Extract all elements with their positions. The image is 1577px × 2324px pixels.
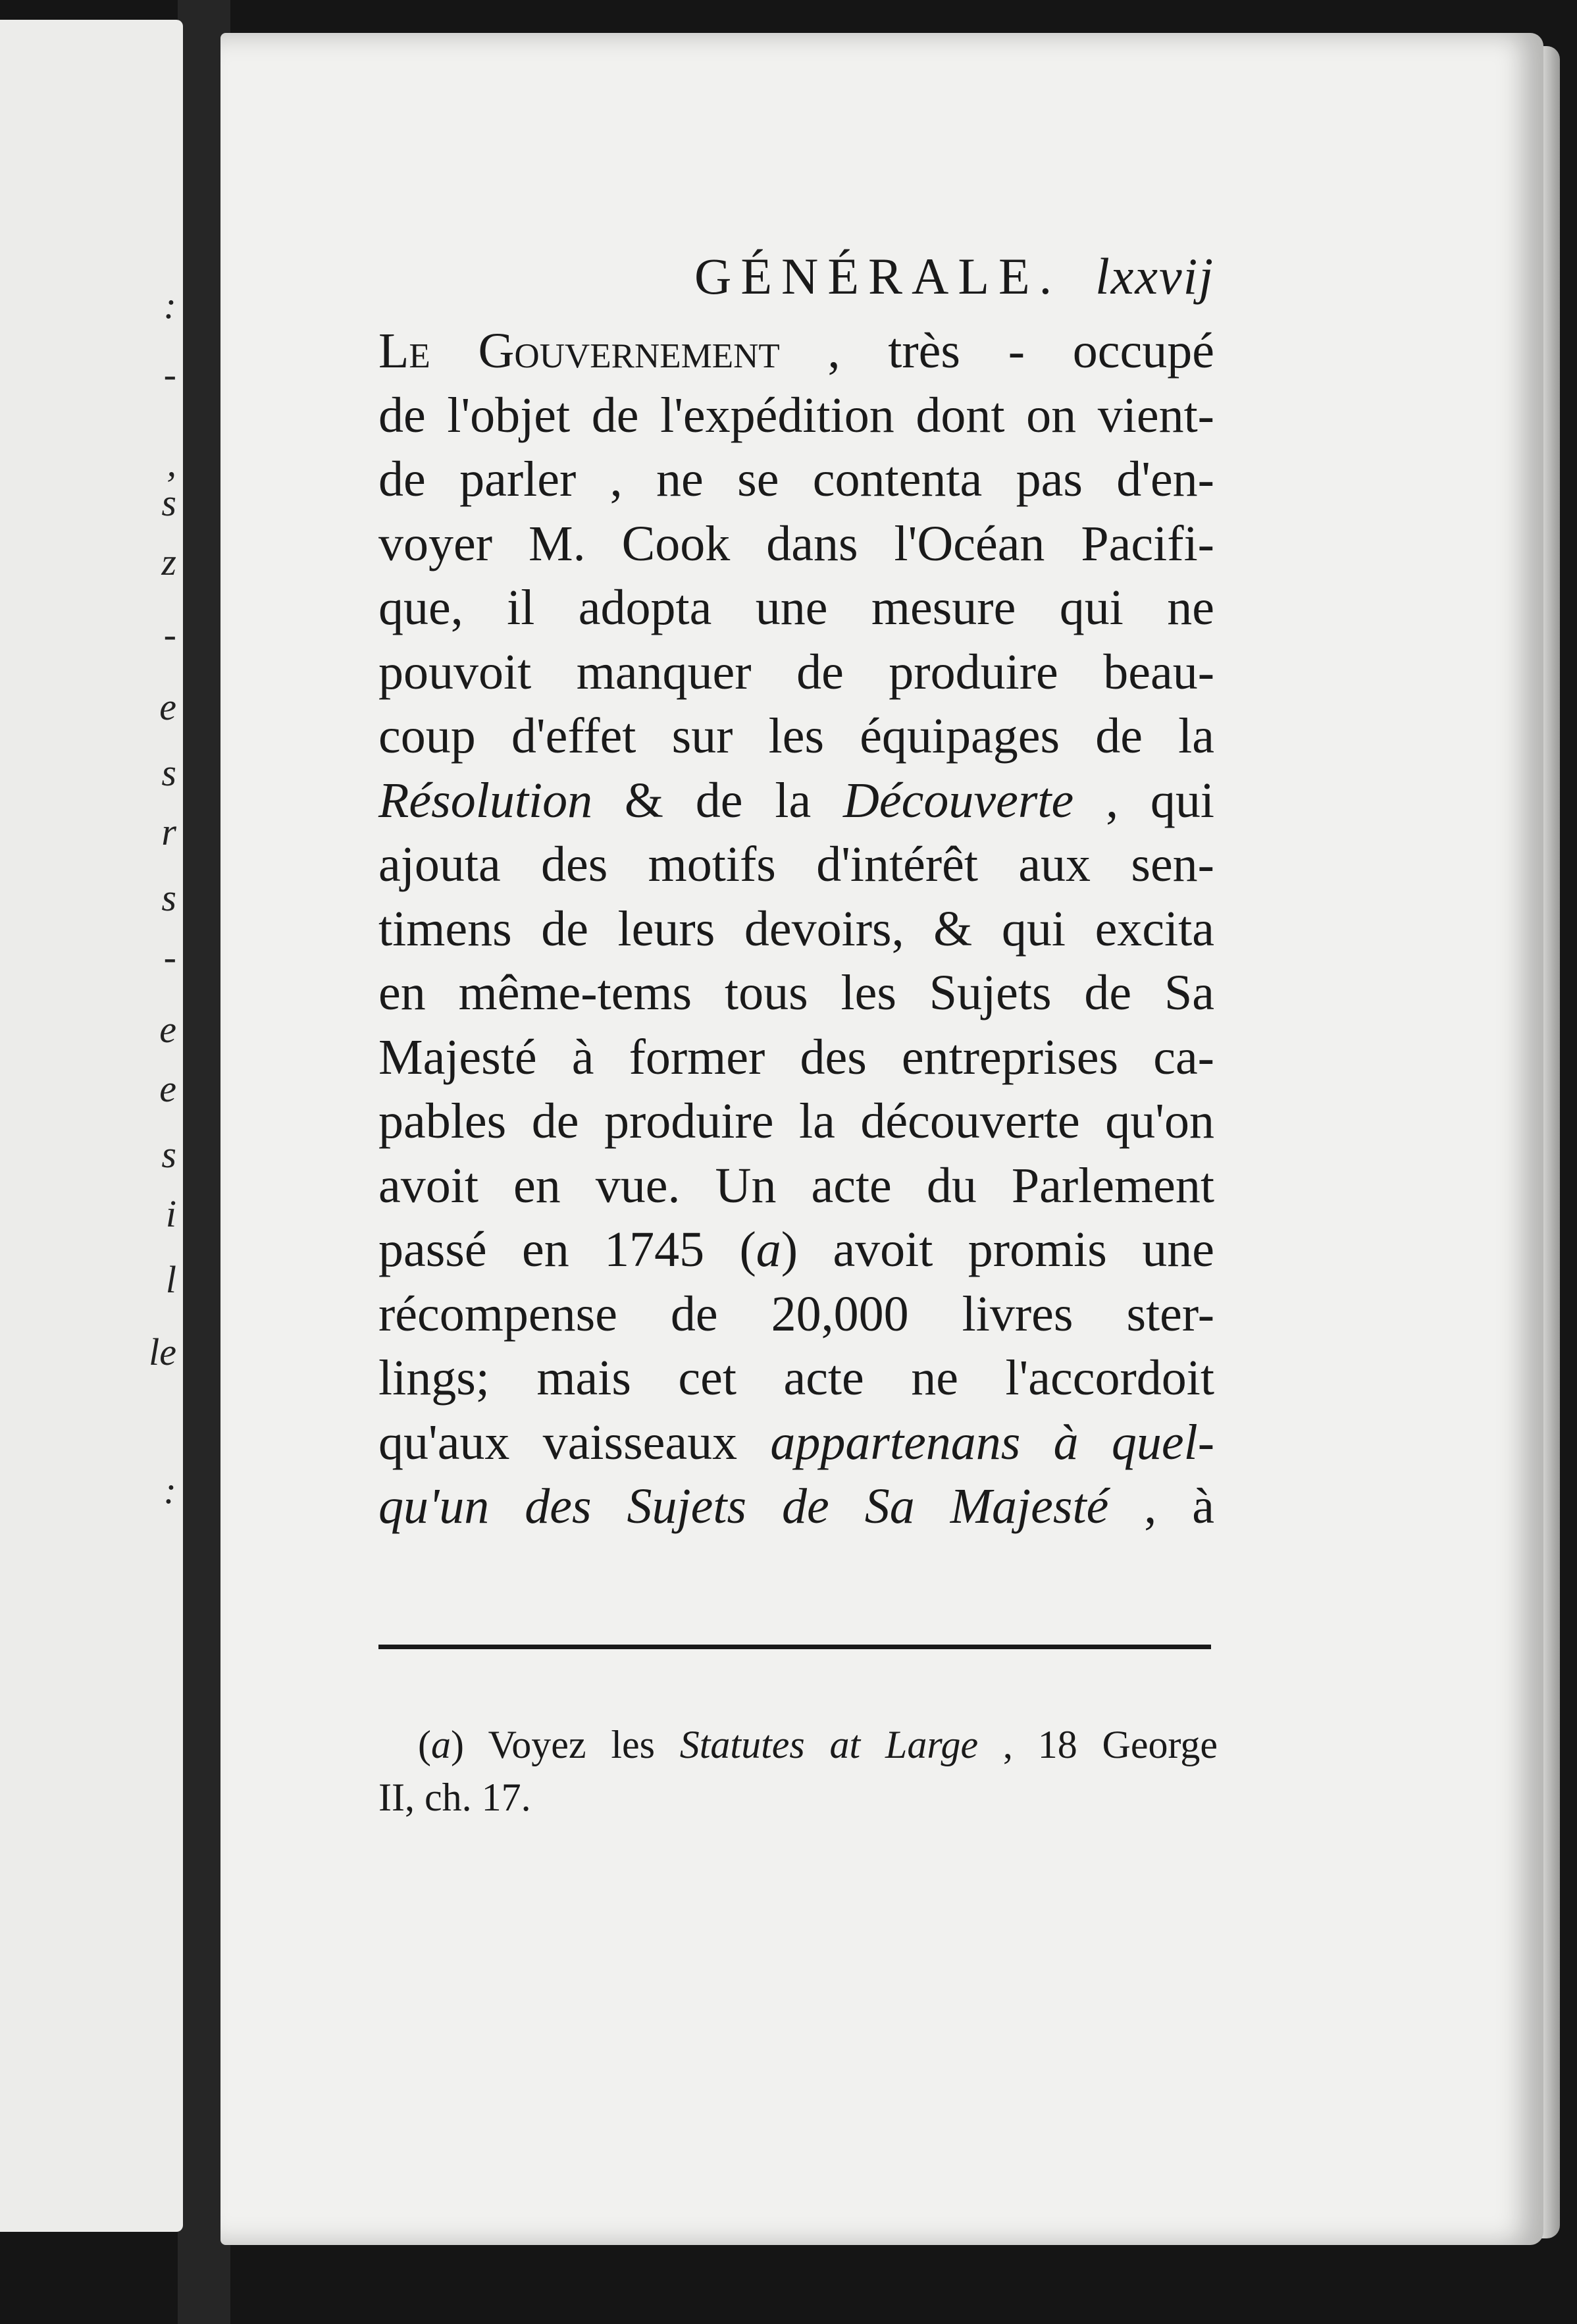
body-paragraph <box>378 319 1214 1539</box>
text-line <box>378 897 1214 962</box>
text-run: récompense de 20,000 livres ster- <box>378 1286 1214 1342</box>
footnote-rule <box>378 1645 1211 1649</box>
text-run: , à <box>1108 1479 1215 1534</box>
page-text-block <box>378 247 1214 1539</box>
text-run: lings; mais cet acte ne l'accordoit <box>378 1350 1214 1406</box>
left-page-fragment: s <box>161 876 176 919</box>
text-line <box>378 641 1214 705</box>
left-page-fragment: - <box>163 613 176 656</box>
text-line <box>378 1090 1214 1154</box>
footnote-run: Statutes at Large <box>679 1723 979 1766</box>
left-page-fragment: s <box>161 1133 176 1176</box>
left-page-fragment: le <box>149 1331 176 1373</box>
page-header <box>378 247 1214 319</box>
left-page-fragment: l <box>165 1258 176 1301</box>
left-page-fragment: , <box>167 442 176 485</box>
text-run: , qui <box>1073 772 1214 828</box>
text-run: Majesté à former des entreprises ca- <box>378 1029 1214 1085</box>
text-run: appartenans à quel- <box>770 1414 1215 1470</box>
text-line <box>378 1154 1214 1219</box>
text-run: pouvoit manquer de produire beau- <box>378 644 1214 700</box>
text-line <box>378 576 1214 641</box>
text-line <box>378 1475 1214 1539</box>
left-page-fragment: - <box>163 936 176 978</box>
text-run: Découverte <box>843 772 1074 828</box>
text-run: timens de leurs devoirs, & qui excita <box>378 901 1214 957</box>
text-run: qu'aux vaisseaux <box>378 1414 771 1470</box>
text-line <box>378 448 1214 512</box>
left-page-fragment: z <box>161 541 176 583</box>
text-run: de parler , ne se contenta pas d'en- <box>378 452 1214 507</box>
text-line <box>378 704 1214 769</box>
text-run: a <box>756 1222 781 1277</box>
text-line <box>378 769 1214 833</box>
text-run: voyer M. Cook dans l'Océan Pacifi- <box>378 515 1214 571</box>
text-run: pables de produire la découverte qu'on <box>378 1094 1214 1149</box>
footnote-run: a <box>430 1723 451 1766</box>
left-page-fragment: r <box>161 810 176 853</box>
text-run: & de la <box>592 772 844 828</box>
text-run: ) avoit promis une <box>781 1222 1214 1277</box>
folio-number: lxxvij <box>1095 248 1214 305</box>
left-page-fragment: e <box>159 685 176 728</box>
text-run: passé en 1745 ( <box>378 1222 756 1277</box>
text-line <box>378 319 1214 384</box>
footnote-line-2: II, ch. 17. <box>378 1776 531 1819</box>
left-page-fragment: s <box>161 751 176 794</box>
footnote-run: ( <box>418 1723 431 1766</box>
left-page-fragment: s <box>161 481 176 524</box>
left-page-edge <box>0 20 183 2232</box>
text-line <box>378 1218 1214 1282</box>
text-run: de l'objet de l'expédition dont on vient- <box>378 387 1214 443</box>
text-line <box>378 1282 1214 1347</box>
text-run: que, il adopta une mesure qui ne <box>378 580 1214 635</box>
text-run: Le Gouvernement <box>378 323 780 379</box>
text-line <box>378 1346 1214 1411</box>
text-run: ajouta des motifs d'intérêt aux sen- <box>378 837 1214 892</box>
text-run: qu'un des Sujets de Sa Majesté <box>378 1479 1109 1534</box>
text-run: en même-tems tous les Sujets de Sa <box>378 965 1214 1020</box>
running-head: GÉNÉRALE. <box>694 248 1062 305</box>
left-page-fragment: i <box>165 1192 176 1235</box>
text-line <box>378 512 1214 577</box>
text-line <box>378 833 1214 897</box>
text-run: , très - occupé <box>779 323 1214 379</box>
left-page-fragment: : <box>163 284 176 327</box>
footnote-line-1 <box>378 1718 1218 1771</box>
left-page-fragment: - <box>163 353 176 396</box>
left-page-fragment: e <box>159 1008 176 1051</box>
text-line <box>378 1411 1214 1475</box>
text-line <box>378 961 1214 1026</box>
left-page-fragment: : <box>163 1469 176 1512</box>
footnote-run: , 18 George <box>978 1723 1218 1766</box>
footnote-run: ) Voyez les <box>450 1723 680 1766</box>
left-page-fragment: e <box>159 1067 176 1110</box>
footnote <box>378 1718 1218 1824</box>
text-run: Résolution <box>378 772 593 828</box>
text-line <box>378 1026 1214 1090</box>
text-run: coup d'effet sur les équipages de la <box>378 708 1214 764</box>
text-line <box>378 384 1214 448</box>
text-run: avoit en vue. Un acte du Parlement <box>378 1157 1214 1213</box>
